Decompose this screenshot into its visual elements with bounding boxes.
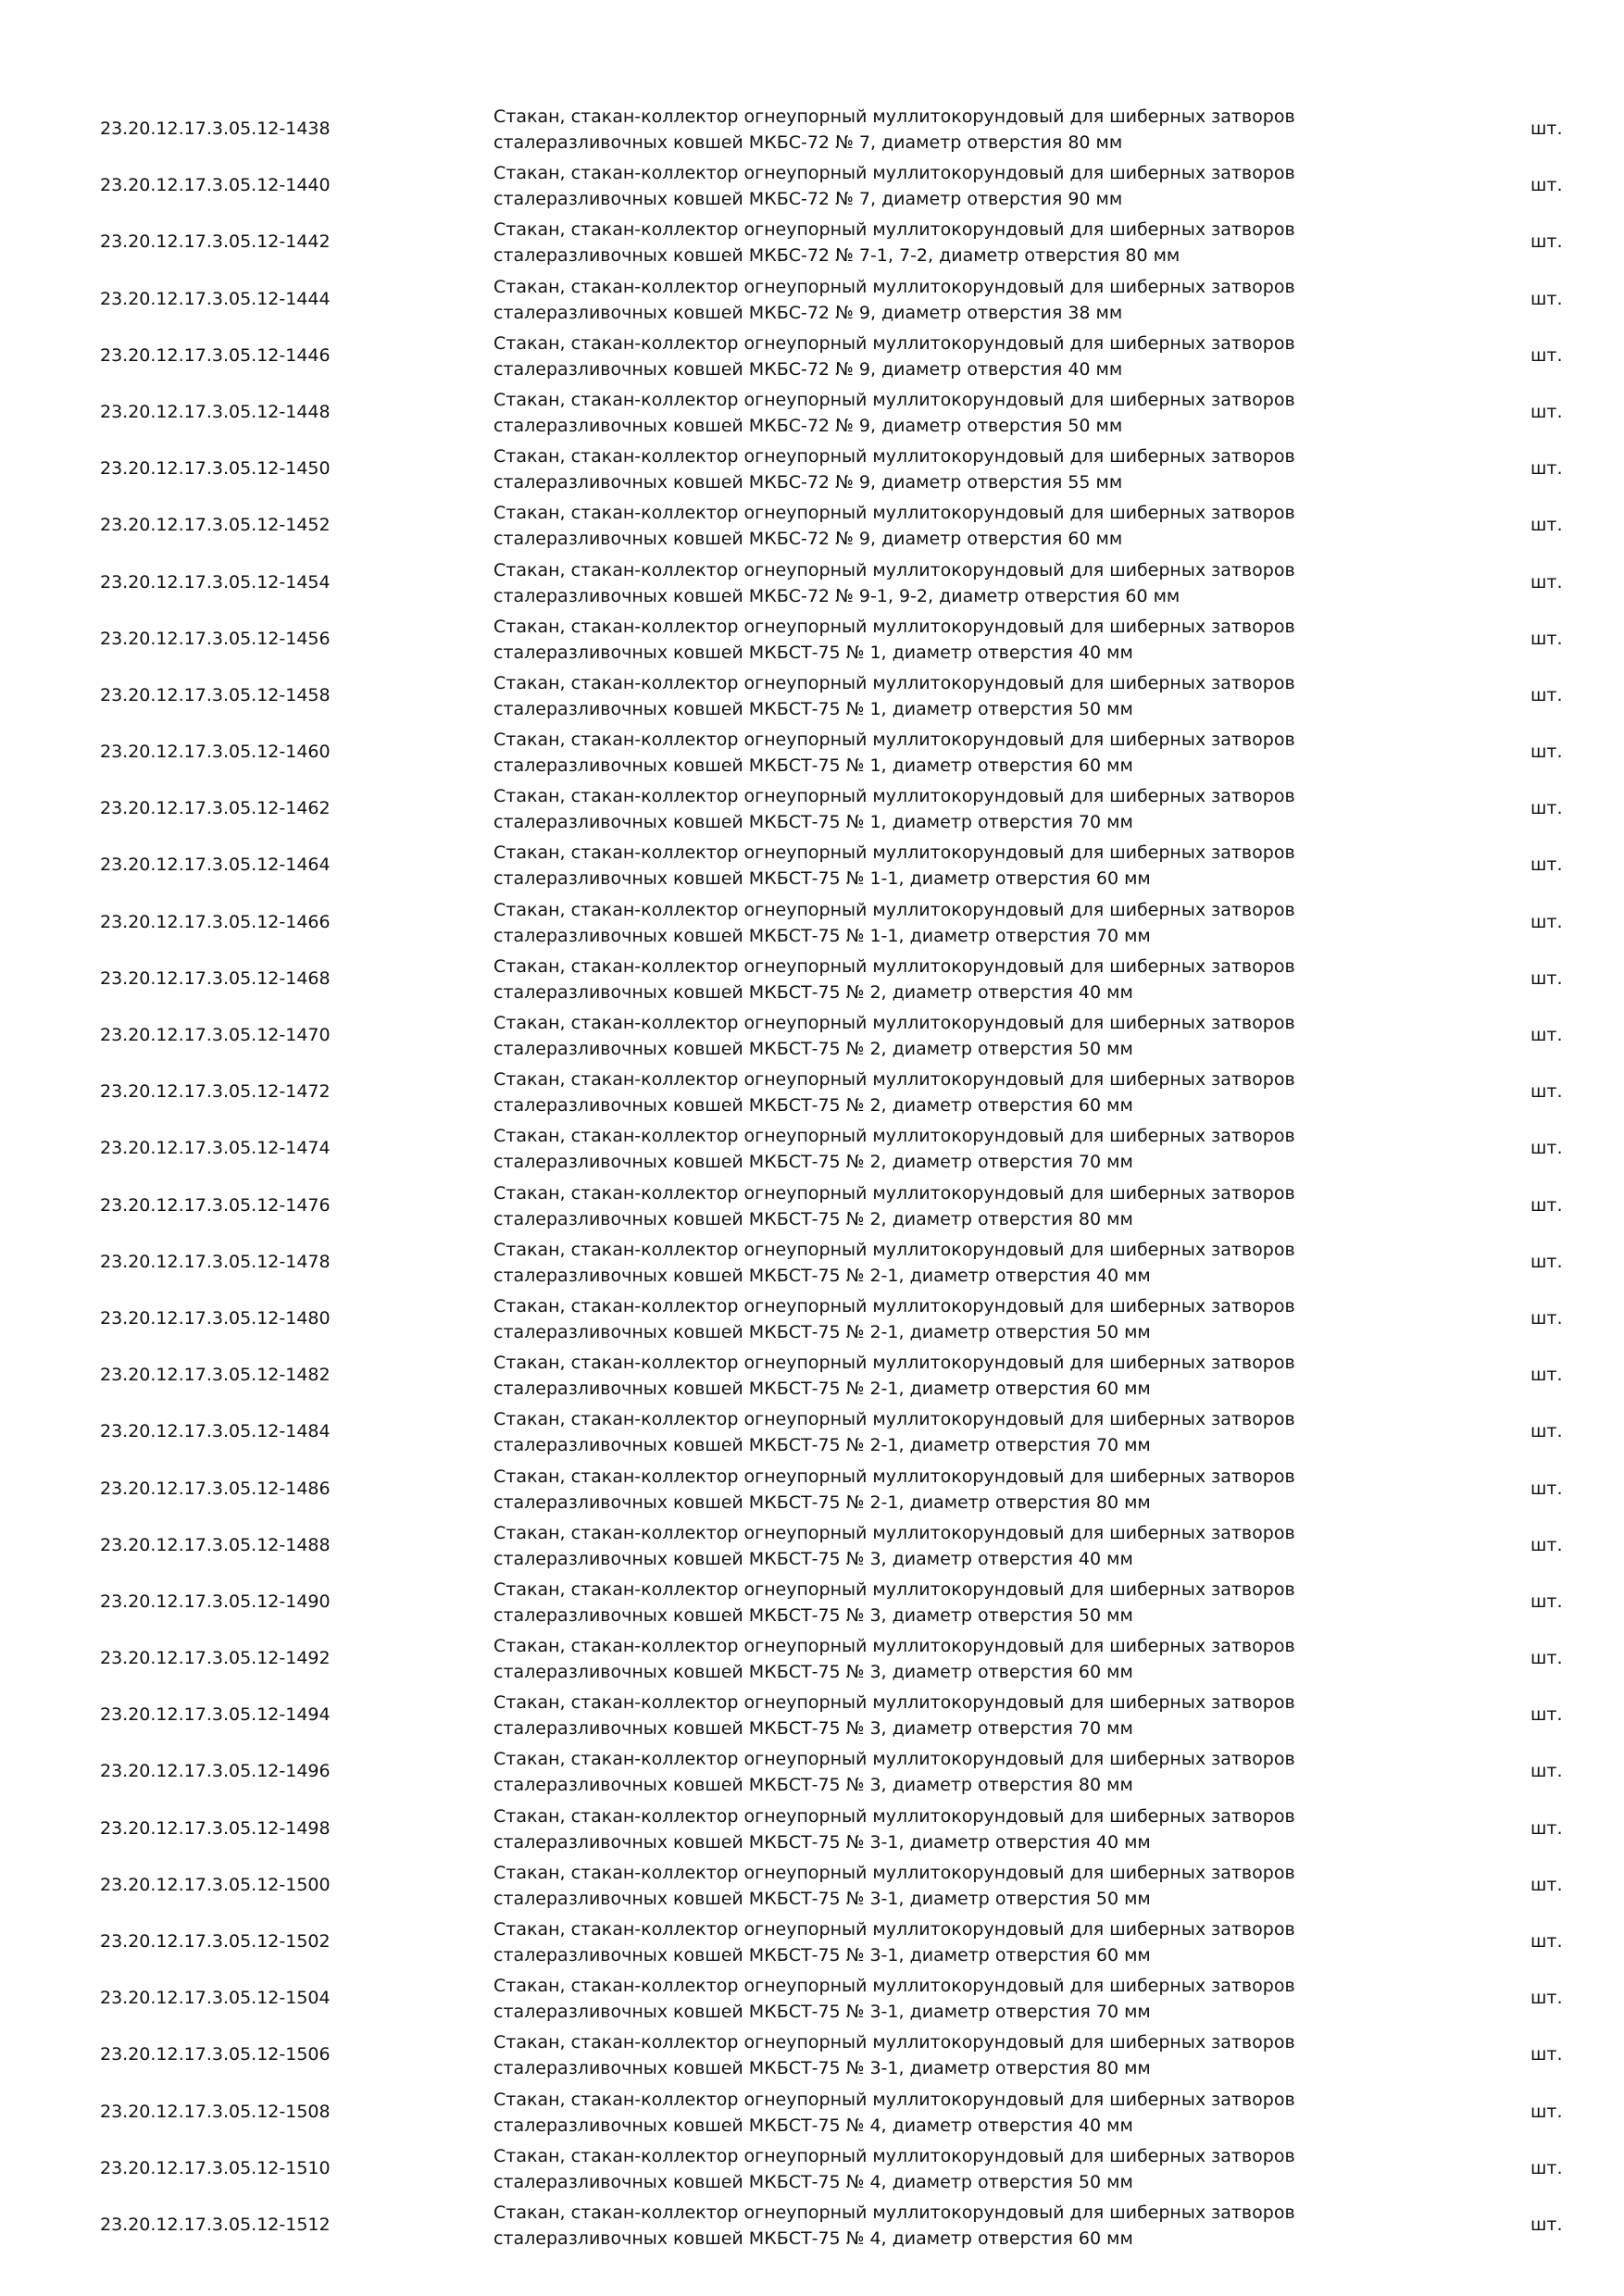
description-line-2: сталеразливочных ковшей МКБСТ-75 № 3-1, диаметр отверстия 70 мм xyxy=(493,2002,1151,2023)
description-line-2: сталеразливочных ковшей МКБСТ-75 № 4, диаметр отверстия 60 мм xyxy=(493,2227,1133,2249)
description-line-2: сталеразливочных ковшей МКБСТ-75 № 3-1, диаметр отверстия 40 мм xyxy=(493,1831,1151,1853)
description-line-2: сталеразливочных ковшей МКБС-72 № 9, диаметр отверстия 60 мм xyxy=(493,529,1123,550)
description-line-1: Стакан, стакан-коллектор огнеупорный муллитокорундовый для шиберных затворов xyxy=(493,2145,1295,2166)
resource-code: 23.20.12.17.3.05.12-1504 xyxy=(100,1988,331,2009)
resource-description xyxy=(493,1746,1382,1798)
description-line-2: сталеразливочных ковшей МКБСТ-75 № 3, диаметр отверстия 50 мм xyxy=(493,1604,1133,1626)
description-line-1: Стакан, стакан-коллектор огнеупорный муллитокорундовый для шиберных затворов xyxy=(493,730,1295,751)
unit-of-measure: шт. xyxy=(1530,1365,1563,1386)
unit-of-measure: шт. xyxy=(1530,458,1563,480)
description-line-2: сталеразливочных ковшей МКБС-72 № 7, диаметр отверстия 90 мм xyxy=(493,189,1123,210)
resource-code: 23.20.12.17.3.05.12-1460 xyxy=(100,742,331,763)
description-line-1: Стакан, стакан-коллектор огнеупорный муллитокорундовый для шиберных затворов xyxy=(493,1578,1295,1600)
resource-code: 23.20.12.17.3.05.12-1468 xyxy=(100,967,331,989)
description-line-2: сталеразливочных ковшей МКБСТ-75 № 2-1, диаметр отверстия 70 мм xyxy=(493,1435,1151,1456)
description-line-1: Стакан, стакан-коллектор огнеупорный муллитокорундовый для шиберных затворов xyxy=(493,1805,1295,1827)
resource-code: 23.20.12.17.3.05.12-1494 xyxy=(100,1704,331,1726)
description-line-1: Стакан, стакан-коллектор огнеупорный муллитокорундовый для шиберных затворов xyxy=(493,1466,1295,1487)
resource-code: 23.20.12.17.3.05.12-1478 xyxy=(100,1251,331,1272)
table-row xyxy=(0,668,1624,724)
resource-description xyxy=(493,1237,1382,1289)
table-row xyxy=(0,1178,1624,1234)
resource-description xyxy=(493,500,1382,552)
resource-description xyxy=(493,1067,1382,1118)
description-line-1: Стакан, стакан-коллектор огнеупорный муллитокорундовый для шиберных затворов xyxy=(493,1749,1295,1770)
resource-description xyxy=(493,1577,1382,1628)
table-row xyxy=(0,1743,1624,1800)
resource-code: 23.20.12.17.3.05.12-1476 xyxy=(100,1194,331,1216)
resource-code: 23.20.12.17.3.05.12-1502 xyxy=(100,1931,331,1952)
description-line-2: сталеразливочных ковшей МКБС-72 № 7, диаметр отверстия 80 мм xyxy=(493,132,1123,153)
resource-description xyxy=(493,727,1382,779)
table-row xyxy=(0,1291,1624,1347)
description-line-1: Стакан, стакан-коллектор огнеупорный муллитокорундовый для шиберных затворов xyxy=(493,446,1295,468)
table-row xyxy=(0,441,1624,497)
description-line-1: Стакан, стакан-коллектор огнеупорный муллитокорундовый для шиберных затворов xyxy=(493,1862,1295,1883)
table-row xyxy=(0,780,1624,837)
resource-description xyxy=(493,1633,1382,1685)
resource-code: 23.20.12.17.3.05.12-1440 xyxy=(100,175,331,196)
description-line-1: Стакан, стакан-коллектор огнеупорный муллитокорундовый для шиберных затворов xyxy=(493,2032,1295,2053)
description-line-1: Стакан, стакан-коллектор огнеупорный муллитокорундовый для шиберных затворов xyxy=(493,1353,1295,1374)
resource-code: 23.20.12.17.3.05.12-1500 xyxy=(100,1874,331,1895)
unit-of-measure: шт. xyxy=(1530,1138,1563,1159)
resource-code: 23.20.12.17.3.05.12-1456 xyxy=(100,628,331,649)
unit-of-measure: шт. xyxy=(1530,2214,1563,2235)
unit-of-measure: шт. xyxy=(1530,1025,1563,1045)
table-row xyxy=(0,1801,1624,1857)
unit-of-measure: шт. xyxy=(1530,1194,1563,1216)
description-line-1: Стакан, стакан-коллектор огнеупорный муллитокорундовый для шиберных затворов xyxy=(493,672,1295,693)
table-row xyxy=(0,1404,1624,1460)
description-line-1: Стакан, стакан-коллектор огнеупорный муллитокорундовый для шиберных затворов xyxy=(493,163,1295,184)
table-row xyxy=(0,2084,1624,2140)
description-line-1: Стакан, стакан-коллектор огнеупорный муллитокорундовый для шиберных затворов xyxy=(493,106,1295,127)
unit-of-measure: шт. xyxy=(1530,401,1563,422)
unit-of-measure: шт. xyxy=(1530,1931,1563,1952)
resource-description xyxy=(493,387,1382,439)
table-row xyxy=(0,724,1624,780)
description-line-2: сталеразливочных ковшей МКБСТ-75 № 2, диаметр отверстия 70 мм xyxy=(493,1152,1133,1173)
table-row xyxy=(0,1914,1624,1970)
resource-description xyxy=(493,1690,1382,1741)
table-row xyxy=(0,2140,1624,2197)
table-row xyxy=(0,1970,1624,2027)
description-line-2: сталеразливочных ковшей МКБС-72 № 9-1, 9-2, диаметр отверстия 60 мм xyxy=(493,585,1181,606)
table-row xyxy=(0,951,1624,1007)
description-line-2: сталеразливочных ковшей МКБСТ-75 № 4, диаметр отверстия 50 мм xyxy=(493,2171,1133,2192)
unit-of-measure: шт. xyxy=(1530,1988,1563,2009)
description-line-1: Стакан, стакан-коллектор огнеупорный муллитокорундовый для шиберных затворов xyxy=(493,1919,1295,1940)
resource-code: 23.20.12.17.3.05.12-1510 xyxy=(100,2157,331,2178)
resource-description xyxy=(493,2087,1382,2139)
resource-description xyxy=(493,840,1382,892)
table-row xyxy=(0,2197,1624,2253)
price-table xyxy=(0,101,1624,2253)
unit-of-measure: шт. xyxy=(1530,684,1563,705)
unit-of-measure: шт. xyxy=(1530,2044,1563,2065)
table-row xyxy=(0,384,1624,441)
resource-description xyxy=(493,1406,1382,1458)
unit-of-measure: шт. xyxy=(1530,855,1563,876)
description-line-2: сталеразливочных ковшей МКБСТ-75 № 3, диаметр отверстия 80 мм xyxy=(493,1775,1133,1796)
description-line-2: сталеразливочных ковшей МКБСТ-75 № 4, диаметр отверстия 40 мм xyxy=(493,2115,1133,2136)
table-row xyxy=(0,2027,1624,2083)
description-line-2: сталеразливочных ковшей МКБСТ-75 № 2-1, диаметр отверстия 80 мм xyxy=(493,1491,1151,1513)
description-line-2: сталеразливочных ковшей МКБСТ-75 № 3, диаметр отверстия 70 мм xyxy=(493,1718,1133,1740)
description-line-1: Стакан, стакан-коллектор огнеупорный муллитокорундовый для шиберных затворов xyxy=(493,2089,1295,2110)
table-row xyxy=(0,1857,1624,1914)
unit-of-measure: шт. xyxy=(1530,742,1563,763)
description-line-2: сталеразливочных ковшей МКБСТ-75 № 1, диаметр отверстия 50 мм xyxy=(493,698,1133,719)
description-line-1: Стакан, стакан-коллектор огнеупорный муллитокорундовый для шиберных затворов xyxy=(493,786,1295,807)
resource-description xyxy=(493,1293,1382,1345)
description-line-1: Стакан, стакан-коллектор огнеупорный муллитокорундовый для шиберных затворов xyxy=(493,219,1295,241)
resource-description xyxy=(493,1520,1382,1572)
description-line-1: Стакан, стакан-коллектор огнеупорный муллитокорундовый для шиберных затворов xyxy=(493,1976,1295,1997)
description-line-2: сталеразливочных ковшей МКБС-72 № 7-1, 7-2, диаметр отверстия 80 мм xyxy=(493,245,1181,267)
description-line-2: сталеразливочных ковшей МКБСТ-75 № 2, диаметр отверстия 40 мм xyxy=(493,981,1133,1003)
unit-of-measure: шт. xyxy=(1530,175,1563,196)
unit-of-measure: шт. xyxy=(1530,1478,1563,1499)
resource-code: 23.20.12.17.3.05.12-1466 xyxy=(100,911,331,932)
resource-description xyxy=(493,104,1382,156)
resource-description xyxy=(493,1010,1382,1062)
unit-of-measure: шт. xyxy=(1530,1591,1563,1612)
description-line-1: Стакан, стакан-коллектор огнеупорный муллитокорундовый для шиберных затворов xyxy=(493,1692,1295,1714)
resource-description xyxy=(493,2143,1382,2195)
description-line-2: сталеразливочных ковшей МКБСТ-75 № 3-1, диаметр отверстия 80 мм xyxy=(493,2058,1151,2079)
resource-code: 23.20.12.17.3.05.12-1506 xyxy=(100,2044,331,2065)
table-row xyxy=(0,1007,1624,1064)
unit-of-measure: шт. xyxy=(1530,119,1563,139)
description-line-2: сталеразливочных ковшей МКБСТ-75 № 3, диаметр отверстия 40 мм xyxy=(493,1548,1133,1569)
resource-description xyxy=(493,954,1382,1005)
description-line-1: Стакан, стакан-коллектор огнеупорный муллитокорундовый для шиберных затворов xyxy=(493,1126,1295,1147)
unit-of-measure: шт. xyxy=(1530,911,1563,932)
resource-description xyxy=(493,1464,1382,1516)
description-line-1: Стакан, стакан-коллектор огнеупорный муллитокорундовый для шиберных затворов xyxy=(493,1182,1295,1204)
resource-description xyxy=(493,614,1382,666)
resource-description xyxy=(493,1180,1382,1232)
description-line-1: Стакан, стакан-коллектор огнеупорный муллитокорундовый для шиберных затворов xyxy=(493,1013,1295,1033)
resource-code: 23.20.12.17.3.05.12-1472 xyxy=(100,1081,331,1103)
table-row xyxy=(0,1687,1624,1743)
resource-description xyxy=(493,1350,1382,1402)
description-line-2: сталеразливочных ковшей МКБСТ-75 № 1, диаметр отверстия 40 мм xyxy=(493,642,1133,663)
resource-code: 23.20.12.17.3.05.12-1484 xyxy=(100,1421,331,1442)
unit-of-measure: шт. xyxy=(1530,628,1563,649)
unit-of-measure: шт. xyxy=(1530,1307,1563,1329)
resource-code: 23.20.12.17.3.05.12-1488 xyxy=(100,1534,331,1555)
resource-code: 23.20.12.17.3.05.12-1438 xyxy=(100,119,331,139)
resource-description xyxy=(493,443,1382,495)
description-line-2: сталеразливочных ковшей МКБС-72 № 9, диаметр отверстия 50 мм xyxy=(493,415,1123,436)
resource-code: 23.20.12.17.3.05.12-1508 xyxy=(100,2101,331,2122)
resource-code: 23.20.12.17.3.05.12-1470 xyxy=(100,1025,331,1045)
resource-description xyxy=(493,897,1382,949)
unit-of-measure: шт. xyxy=(1530,1874,1563,1895)
resource-code: 23.20.12.17.3.05.12-1458 xyxy=(100,684,331,705)
resource-description xyxy=(493,2200,1382,2252)
description-line-2: сталеразливочных ковшей МКБС-72 № 9, диаметр отверстия 38 мм xyxy=(493,302,1123,323)
description-line-1: Стакан, стакан-коллектор огнеупорный муллитокорундовый для шиберных затворов xyxy=(493,1295,1295,1316)
description-line-1: Стакан, стакан-коллектор огнеупорный муллитокорундовый для шиберных затворов xyxy=(493,899,1295,920)
resource-code: 23.20.12.17.3.05.12-1464 xyxy=(100,855,331,876)
resource-code: 23.20.12.17.3.05.12-1448 xyxy=(100,401,331,422)
table-row xyxy=(0,611,1624,668)
description-line-2: сталеразливочных ковшей МКБСТ-75 № 3-1, диаметр отверстия 50 мм xyxy=(493,1888,1151,1909)
table-row xyxy=(0,1120,1624,1177)
description-line-2: сталеразливочных ковшей МКБСТ-75 № 3, диаметр отверстия 60 мм xyxy=(493,1662,1133,1683)
resource-code: 23.20.12.17.3.05.12-1490 xyxy=(100,1591,331,1612)
resource-description xyxy=(493,1803,1382,1855)
table-row xyxy=(0,1517,1624,1574)
unit-of-measure: шт. xyxy=(1530,1704,1563,1726)
table-row xyxy=(0,837,1624,893)
unit-of-measure: шт. xyxy=(1530,1251,1563,1272)
table-row xyxy=(0,157,1624,214)
resource-description xyxy=(493,1860,1382,1912)
unit-of-measure: шт. xyxy=(1530,344,1563,366)
unit-of-measure: шт. xyxy=(1530,231,1563,253)
description-line-2: сталеразливочных ковшей МКБСТ-75 № 1-1, диаметр отверстия 60 мм xyxy=(493,868,1151,890)
description-line-2: сталеразливочных ковшей МКБСТ-75 № 2-1, диаметр отверстия 60 мм xyxy=(493,1379,1151,1400)
unit-of-measure: шт. xyxy=(1530,1534,1563,1555)
description-line-1: Стакан, стакан-коллектор огнеупорный муллитокорундовый для шиберных затворов xyxy=(493,842,1295,864)
description-line-1: Стакан, стакан-коллектор огнеупорный муллитокорундовый для шиберных затворов xyxy=(493,616,1295,637)
resource-code: 23.20.12.17.3.05.12-1446 xyxy=(100,344,331,366)
description-line-1: Стакан, стакан-коллектор огнеупорный муллитокорундовый для шиберных затворов xyxy=(493,955,1295,977)
description-line-1: Стакан, стакан-коллектор огнеупорный муллитокорундовый для шиберных затворов xyxy=(493,559,1295,580)
unit-of-measure: шт. xyxy=(1530,1081,1563,1103)
description-line-2: сталеразливочных ковшей МКБС-72 № 9, диаметр отверстия 55 мм xyxy=(493,472,1123,493)
resource-description xyxy=(493,783,1382,835)
description-line-2: сталеразливочных ковшей МКБСТ-75 № 2-1, диаметр отверстия 50 мм xyxy=(493,1321,1151,1342)
description-line-1: Стакан, стакан-коллектор огнеупорный муллитокорундовый для шиберных затворов xyxy=(493,503,1295,524)
unit-of-measure: шт. xyxy=(1530,2157,1563,2178)
description-line-1: Стакан, стакан-коллектор огнеупорный муллитокорундовый для шиберных затворов xyxy=(493,332,1295,354)
description-line-2: сталеразливочных ковшей МКБСТ-75 № 2, диаметр отверстия 50 мм xyxy=(493,1039,1133,1059)
resource-description xyxy=(493,160,1382,212)
table-row xyxy=(0,271,1624,328)
description-line-1: Стакан, стакан-коллектор огнеупорный муллитокорундовый для шиберных затворов xyxy=(493,2202,1295,2223)
table-row xyxy=(0,1234,1624,1291)
resource-code: 23.20.12.17.3.05.12-1496 xyxy=(100,1761,331,1782)
resource-code: 23.20.12.17.3.05.12-1492 xyxy=(100,1648,331,1669)
unit-of-measure: шт. xyxy=(1530,515,1563,536)
table-row xyxy=(0,1574,1624,1630)
table-row xyxy=(0,101,1624,157)
table-row xyxy=(0,1461,1624,1517)
unit-of-measure: шт. xyxy=(1530,1421,1563,1442)
description-line-2: сталеразливочных ковшей МКБСТ-75 № 2, диаметр отверстия 60 мм xyxy=(493,1095,1133,1117)
resource-description xyxy=(493,670,1382,722)
description-line-2: сталеразливочных ковшей МКБС-72 № 9, диаметр отверстия 40 мм xyxy=(493,358,1123,380)
resource-code: 23.20.12.17.3.05.12-1482 xyxy=(100,1365,331,1386)
resource-code: 23.20.12.17.3.05.12-1454 xyxy=(100,571,331,593)
description-line-2: сталеразливочных ковшей МКБСТ-75 № 1, диаметр отверстия 70 мм xyxy=(493,812,1133,833)
resource-code: 23.20.12.17.3.05.12-1498 xyxy=(100,1817,331,1839)
resource-code: 23.20.12.17.3.05.12-1444 xyxy=(100,288,331,309)
description-line-1: Стакан, стакан-коллектор огнеупорный муллитокорундовый для шиберных затворов xyxy=(493,1522,1295,1543)
description-line-1: Стакан, стакан-коллектор огнеупорный муллитокорундовый для шиберных затворов xyxy=(493,1409,1295,1430)
table-row xyxy=(0,1347,1624,1404)
table-row xyxy=(0,894,1624,951)
description-line-1: Стакан, стакан-коллектор огнеупорный муллитокорундовый для шиберных затворов xyxy=(493,276,1295,297)
resource-description xyxy=(493,2029,1382,2081)
resource-code: 23.20.12.17.3.05.12-1512 xyxy=(100,2214,331,2235)
resource-description xyxy=(493,557,1382,609)
description-line-2: сталеразливочных ковшей МКБСТ-75 № 2-1, диаметр отверстия 40 мм xyxy=(493,1265,1151,1286)
resource-code: 23.20.12.17.3.05.12-1462 xyxy=(100,798,331,819)
description-line-1: Стакан, стакан-коллектор огнеупорный муллитокорундовый для шиберных затворов xyxy=(493,389,1295,410)
table-row xyxy=(0,1630,1624,1687)
table-row xyxy=(0,555,1624,611)
resource-code: 23.20.12.17.3.05.12-1452 xyxy=(100,515,331,536)
unit-of-measure: шт. xyxy=(1530,288,1563,309)
table-row xyxy=(0,1064,1624,1120)
resource-description xyxy=(493,1123,1382,1175)
resource-code: 23.20.12.17.3.05.12-1442 xyxy=(100,231,331,253)
table-row xyxy=(0,497,1624,554)
resource-code: 23.20.12.17.3.05.12-1486 xyxy=(100,1478,331,1499)
description-line-2: сталеразливочных ковшей МКБСТ-75 № 3-1, диаметр отверстия 60 мм xyxy=(493,1945,1151,1965)
resource-description xyxy=(493,1916,1382,1968)
description-line-2: сталеразливочных ковшей МКБСТ-75 № 2, диаметр отверстия 80 мм xyxy=(493,1208,1133,1229)
table-row xyxy=(0,214,1624,270)
description-line-1: Стакан, стакан-коллектор огнеупорный муллитокорундовый для шиберных затворов xyxy=(493,1069,1295,1091)
description-line-1: Стакан, стакан-коллектор огнеупорный муллитокорундовый для шиберных затворов xyxy=(493,1636,1295,1657)
resource-description xyxy=(493,1973,1382,2025)
description-line-2: сталеразливочных ковшей МКБСТ-75 № 1-1, диаметр отверстия 70 мм xyxy=(493,925,1151,946)
table-row xyxy=(0,328,1624,384)
resource-code: 23.20.12.17.3.05.12-1474 xyxy=(100,1138,331,1159)
resource-description xyxy=(493,331,1382,382)
unit-of-measure: шт. xyxy=(1530,1817,1563,1839)
unit-of-measure: шт. xyxy=(1530,571,1563,593)
unit-of-measure: шт. xyxy=(1530,1761,1563,1782)
resource-code: 23.20.12.17.3.05.12-1450 xyxy=(100,458,331,480)
unit-of-measure: шт. xyxy=(1530,2101,1563,2122)
description-line-2: сталеразливочных ковшей МКБСТ-75 № 1, диаметр отверстия 60 мм xyxy=(493,755,1133,777)
unit-of-measure: шт. xyxy=(1530,967,1563,989)
resource-description xyxy=(493,217,1382,268)
resource-code: 23.20.12.17.3.05.12-1480 xyxy=(100,1307,331,1329)
unit-of-measure: шт. xyxy=(1530,798,1563,819)
unit-of-measure: шт. xyxy=(1530,1648,1563,1669)
resource-description xyxy=(493,274,1382,326)
description-line-1: Стакан, стакан-коллектор огнеупорный муллитокорундовый для шиберных затворов xyxy=(493,1239,1295,1260)
